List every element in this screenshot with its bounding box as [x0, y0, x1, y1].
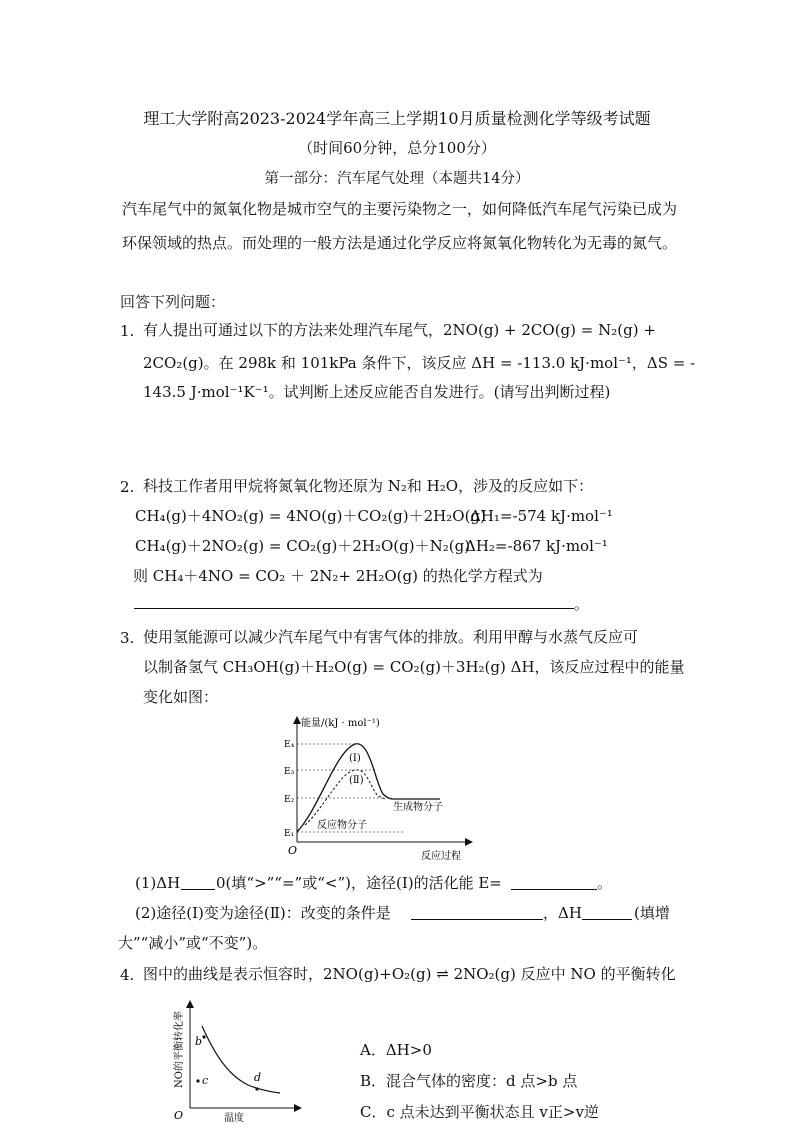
- q3-sub2-part-c: (填增: [634, 904, 670, 922]
- q1-line3: 143.5 J·mol⁻¹K⁻¹。试判断上述反应能否自发进行。(请写出判断过程): [143, 383, 611, 401]
- x-axis-label: 温度: [224, 1113, 244, 1123]
- q3-sub1-end: 。: [597, 874, 613, 892]
- level-e2: E₂: [284, 795, 295, 805]
- q4-option-b[interactable]: B．混合气体的密度：d 点>b 点: [360, 1072, 578, 1090]
- q2-question: 则 CH₄＋4NO = CO₂ ＋ 2N₂+ 2H₂O(g) 的热化学方程式为: [133, 567, 543, 585]
- level-e1: E₁: [284, 829, 295, 839]
- q2-dh-1: ΔH₁=-574 kJ·mol⁻¹: [470, 507, 613, 525]
- q1-number: 1.: [120, 322, 135, 340]
- q1-line2: 2CO₂(g)。在 298k 和 101kPa 条件下，该反应 ΔH = -113.0 kJ·mol⁻¹，ΔS = -: [143, 354, 696, 372]
- q1-line1: 有人提出可通过以下的方法来处理汽车尾气，2NO(g) + 2CO(g) = N₂(g) +: [143, 321, 656, 339]
- point-d-marker: [255, 1087, 258, 1090]
- q3-line1: 使用氢能源可以减少汽车尾气中有害气体的排放。利用甲醇与水蒸气反应可: [143, 628, 639, 646]
- q2-equation-2: CH₄(g)＋2NO₂(g) = CO₂(g)＋2H₂O(g)＋N₂(g): [135, 537, 471, 555]
- point-d-label: d: [254, 1071, 262, 1084]
- intro-paragraph: 汽车尾气中的氮氧化物是城市空气的主要污染物之一，如何降低汽车尾气污染已成为环保领域的热点。而处理的一般方法是通过化学反应将氮氧化物转化为无毒的氮气。: [122, 200, 678, 252]
- q3-line2: 以制备氢气 CH₃OH(g)＋H₂O(g) = CO₂(g)＋3H₂(g) ΔH，该反应过程中的能量: [143, 658, 685, 676]
- y-axis-label: 能量/(kJ · mol⁻¹): [301, 718, 380, 729]
- q3-number: 3.: [120, 629, 135, 647]
- path-ii-curve: [305, 770, 385, 825]
- q2-intro: 科技工作者用甲烷将氮氧化物还原为 N₂和 H₂O，涉及的反应如下：: [143, 477, 594, 495]
- path-i-label: (Ⅰ): [349, 753, 361, 764]
- answer-prompt: 回答下列问题：: [120, 293, 226, 311]
- point-c-marker: [196, 1079, 199, 1082]
- time-note: （时间60分钟，总分100分）: [298, 139, 496, 157]
- conversion-curve: [202, 1026, 280, 1093]
- conversion-plot: [160, 1000, 310, 1123]
- q3-line3: 变化如图：: [143, 688, 219, 706]
- level-e4: E₄: [284, 740, 295, 750]
- q3-sub1-part-b: 0(填“>”“=”或“<”)，途径(Ⅰ)的活化能 E=: [216, 874, 502, 892]
- q3-sub1-part-a: (1)ΔH: [135, 874, 181, 892]
- energy-diagram: [275, 712, 475, 862]
- q3-sub2-part-a: (2)途径(Ⅰ)变为途径(Ⅱ)：改变的条件是: [135, 904, 391, 922]
- point-c-label: c: [202, 1074, 209, 1087]
- path-i-curve: [297, 744, 440, 832]
- point-b-marker: [202, 1035, 205, 1038]
- q2-equation-1: CH₄(g)＋4NO₂(g) = 4NO(g)＋CO₂(g)＋2H₂O(g): [135, 507, 486, 525]
- q2-dh-2: ΔH₂=-867 kJ·mol⁻¹: [465, 537, 608, 555]
- q3-sub1-blank-e[interactable]: [511, 889, 597, 890]
- q4-option-c[interactable]: C．c 点未达到平衡状态且 v正>v逆: [360, 1103, 599, 1121]
- q2-number: 2.: [120, 478, 135, 496]
- origin-label: O: [288, 844, 298, 857]
- q3-sub2-part-d: 大”“减小”或“不变”)。: [118, 934, 268, 952]
- products-label: 生成物分子: [393, 802, 443, 813]
- q3-sub2-blank-condition[interactable]: [411, 919, 543, 920]
- q2-end-mark: 。: [574, 595, 590, 613]
- y-axis-label: NO的平衡转化率: [174, 1011, 185, 1088]
- x-axis-label: 反应过程: [421, 851, 461, 862]
- point-b-label: b: [195, 1035, 203, 1048]
- level-e3: E₃: [284, 767, 295, 777]
- origin-label: O: [174, 1109, 184, 1122]
- q4-line1: 图中的曲线是表示恒容时，2NO(g)+O₂(g) ⇌ 2NO₂(g) 反应中 NO 的平衡转化: [143, 965, 676, 983]
- q4-number: 4.: [120, 966, 135, 984]
- reactants-label: 反应物分子: [317, 820, 367, 831]
- path-ii-label: (Ⅱ): [349, 775, 364, 786]
- q3-sub1-blank-dh[interactable]: [181, 889, 215, 890]
- section-heading: 第一部分：汽车尾气处理（本题共14分）: [264, 171, 530, 187]
- exam-title: 理工大学附高2023-2024学年高三上学期10月质量检测化学等级考试题: [143, 109, 651, 128]
- q3-sub2-blank-dh[interactable]: [582, 919, 632, 920]
- q2-answer-blank[interactable]: [134, 608, 574, 609]
- q4-option-a[interactable]: A．ΔH>0: [360, 1041, 432, 1059]
- q3-sub2-part-b: ，ΔH: [543, 904, 582, 922]
